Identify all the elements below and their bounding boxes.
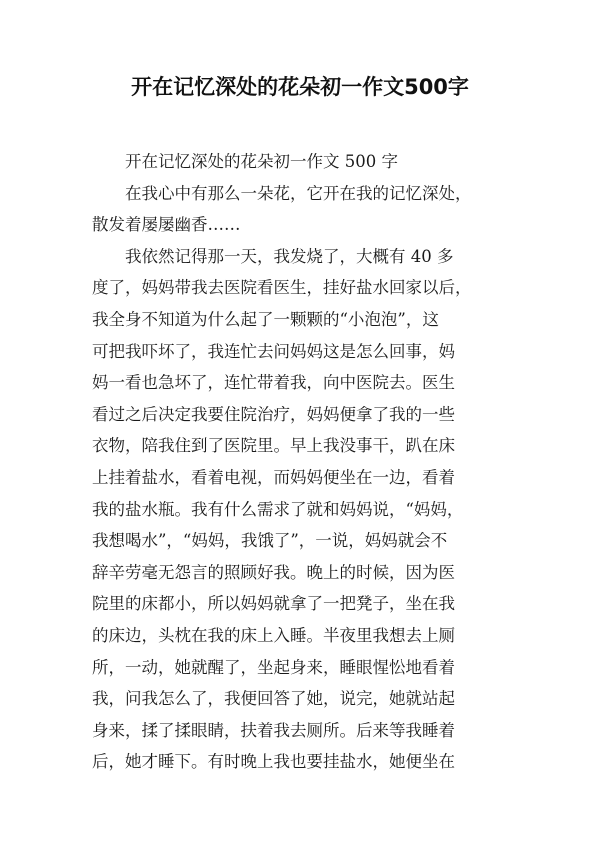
text-line: 我想喝水”，“妈妈，我饿了”，一说，妈妈就会不 — [92, 531, 448, 551]
text-line: 妈一看也急坏了，连忙带着我，向中医院去。医生 — [92, 373, 455, 393]
text-line: 所，一动，她就醒了，坐起身来，睡眼惺忪地看着 — [92, 657, 455, 677]
text-line: 我，问我怎么了，我便回答了她，说完，她就站起 — [92, 689, 455, 709]
text-line: 开在记忆深处的花朵初一作文 500 字 — [125, 152, 398, 171]
document-body — [92, 146, 512, 778]
text-line: 度了，妈妈带我去医院看医生，挂好盐水回家以后， — [92, 278, 472, 298]
text-line: 身来，揉了揉眼睛，扶着我去厕所。后来等我睡着 — [92, 720, 455, 740]
paragraph-story — [92, 241, 512, 778]
text-line: 看过之后决定我要住院治疗，妈妈便拿了我的一些 — [92, 404, 455, 424]
text-line: 上挂着盐水，看着电视，而妈妈便坐在一边，看着 — [92, 467, 455, 487]
text-line: 我依然记得那一天，我发烧了，大概有 40 多 — [125, 246, 454, 266]
text-line: 在我心中有那么一朵花，它开在我的记忆深处， — [125, 183, 472, 203]
paragraph-heading — [92, 146, 512, 178]
text-line: 我的盐水瓶。我有什么需求了就和妈妈说，“妈妈， — [92, 499, 464, 519]
paragraph-intro — [92, 178, 512, 241]
text-line: 辞辛劳毫无怨言的照顾好我。晚上的时候，因为医 — [92, 562, 455, 582]
text-line: 可把我吓坏了，我连忙去问妈妈这是怎么回事，妈 — [92, 341, 455, 361]
text-line: 后，她才睡下。有时晚上我也要挂盐水，她便坐在 — [92, 752, 455, 772]
text-line: 我全身不知道为什么起了一颗颗的“小泡泡”，这 — [92, 309, 439, 329]
text-line: 的床边，头枕在我的床上入睡。半夜里我想去上厕 — [92, 625, 455, 645]
text-line: 散发着屡屡幽香…… — [92, 215, 241, 235]
text-line: 院里的床都小，所以妈妈就拿了一把凳子，坐在我 — [92, 594, 455, 614]
document-title: 开在记忆深处的花朵初一作文500字 — [131, 75, 469, 99]
text-line: 衣物，陪我住到了医院里。早上我没事干，趴在床 — [92, 436, 455, 456]
